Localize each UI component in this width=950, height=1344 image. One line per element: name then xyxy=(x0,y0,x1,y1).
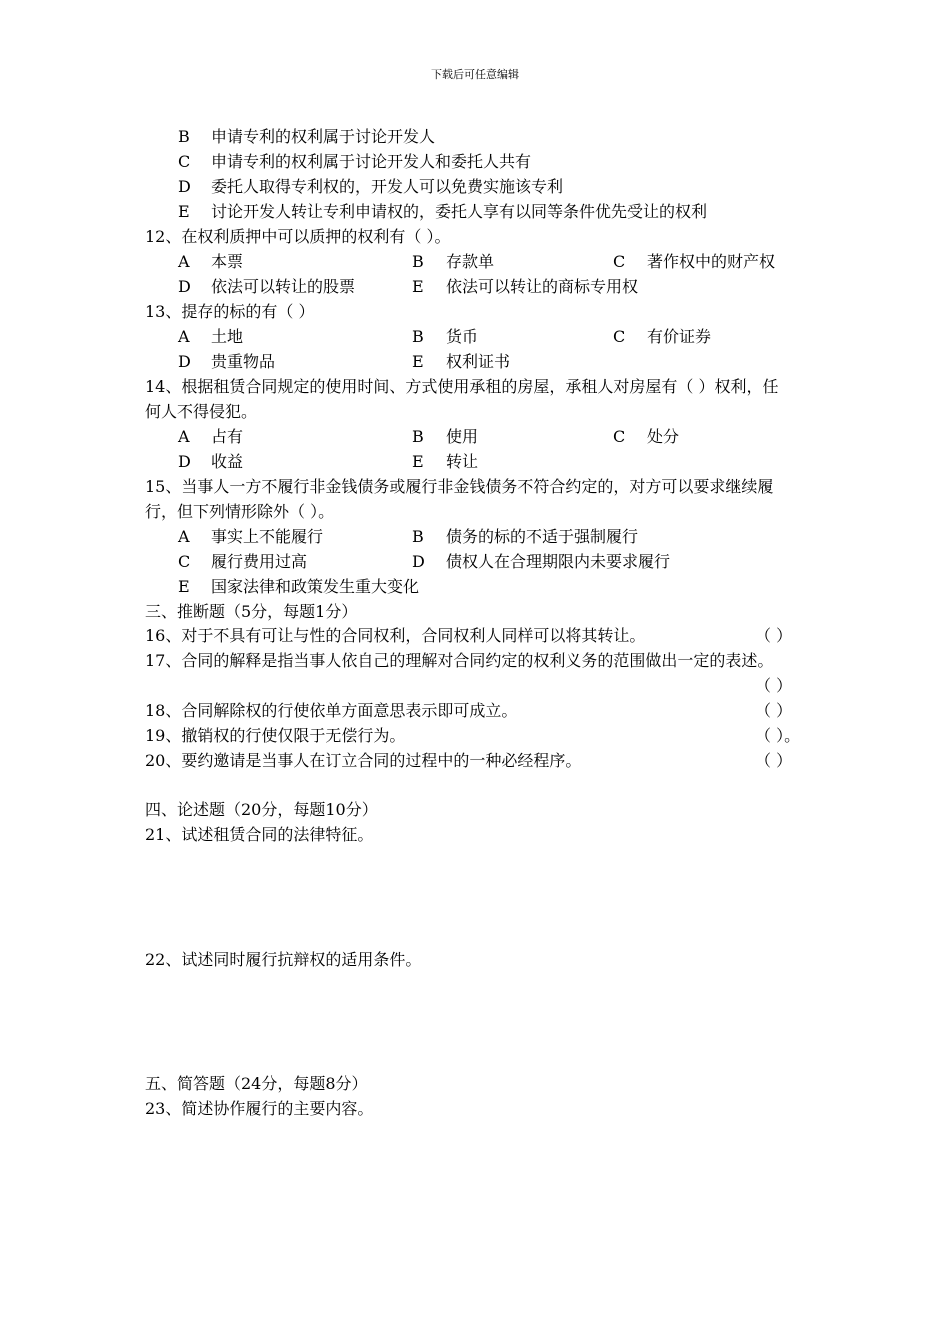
option-letter: D xyxy=(412,552,425,571)
option-letter: C xyxy=(178,552,191,571)
answer-blank: （ ）。 xyxy=(755,726,801,745)
option-text: 使用 xyxy=(446,427,479,446)
option-text: 收益 xyxy=(211,452,244,471)
question-text: 何人不得侵犯。 xyxy=(145,402,258,421)
option-letter: B xyxy=(412,527,424,546)
option-letter: C xyxy=(178,152,191,171)
question-text: 18、合同解除权的行使依单方面意思表示即可成立。 xyxy=(145,701,518,720)
option-text: 贵重物品 xyxy=(211,352,276,371)
section-3-title xyxy=(0,599,950,624)
option-letter: D xyxy=(178,352,191,371)
option-text: 履行费用过高 xyxy=(211,552,308,571)
option-letter: B xyxy=(412,327,424,346)
question-text: 行，但下列情形除外（ ）。 xyxy=(145,502,335,521)
q15-options-row3 xyxy=(0,574,950,599)
option-text: 依法可以转让的商标专用权 xyxy=(446,277,639,296)
question-text: 15、当事人一方不履行非金钱债务或履行非金钱债务不符合约定的，对方可以要求继续履 xyxy=(145,477,774,496)
option-letter: E xyxy=(412,277,424,296)
q15-stem-line1 xyxy=(0,474,950,499)
q11-option-b xyxy=(0,124,950,149)
question-text: 19、撤销权的行使仅限于无偿行为。 xyxy=(145,726,406,745)
question-text: 14、根据租赁合同规定的使用时间、方式使用承租的房屋，承租人对房屋有（ ）权利，任 xyxy=(145,377,779,396)
option-letter: E xyxy=(178,577,190,596)
option-text: 申请专利的权利属于讨论开发人 xyxy=(211,127,436,146)
question-text: 23、简述协作履行的主要内容。 xyxy=(145,1099,374,1118)
q17-answer-line xyxy=(0,673,950,698)
page-header: 下载后可任意编辑 xyxy=(431,68,519,81)
answer-blank: （ ） xyxy=(755,701,793,720)
option-letter: A xyxy=(178,527,190,546)
question-text: 13、提存的标的有（ ） xyxy=(145,302,315,321)
option-text: 委托人取得专利权的，开发人可以免费实施该专利 xyxy=(211,177,564,196)
option-letter: B xyxy=(178,127,190,146)
option-letter: D xyxy=(178,177,191,196)
q22 xyxy=(0,947,950,972)
section-5-title xyxy=(0,1071,950,1096)
option-letter: C xyxy=(613,252,626,271)
option-letter: E xyxy=(412,352,424,371)
question-text: 12、在权利质押中可以质押的权利有（ ）。 xyxy=(145,227,451,246)
option-text: 有价证券 xyxy=(647,327,712,346)
section-heading: 三、推断题（5分，每题1分） xyxy=(145,602,358,621)
answer-blank: （ ） xyxy=(755,626,793,645)
q14-stem-line2 xyxy=(0,399,950,424)
option-text: 土地 xyxy=(211,327,244,346)
q15-options-row1 xyxy=(0,524,950,549)
option-text: 事实上不能履行 xyxy=(211,527,324,546)
question-text: 17、合同的解释是指当事人依自己的理解对合同约定的权利义务的范围做出一定的表述。 xyxy=(145,651,774,670)
option-text: 处分 xyxy=(647,427,680,446)
q15-stem-line2 xyxy=(0,499,950,524)
option-text: 占有 xyxy=(211,427,244,446)
q11-option-c xyxy=(0,149,950,174)
q13-stem xyxy=(0,299,950,324)
option-letter: D xyxy=(178,277,191,296)
option-text: 债务的标的不适于强制履行 xyxy=(446,527,639,546)
option-letter: A xyxy=(178,427,190,446)
option-letter: B xyxy=(412,252,424,271)
q14-options-row1 xyxy=(0,424,950,449)
q17 xyxy=(0,648,950,673)
q11-option-e xyxy=(0,199,950,224)
option-letter: A xyxy=(178,252,190,271)
option-text: 债权人在合理期限内未要求履行 xyxy=(446,552,671,571)
q13-options-row1 xyxy=(0,324,950,349)
q20 xyxy=(0,748,950,773)
option-letter: C xyxy=(613,327,626,346)
q19 xyxy=(0,723,950,748)
option-text: 存款单 xyxy=(446,252,495,271)
option-letter: E xyxy=(412,452,424,471)
q11-option-d xyxy=(0,174,950,199)
option-text: 讨论开发人转让专利申请权的，委托人享有以同等条件优先受让的权利 xyxy=(211,202,708,221)
answer-blank: （ ） xyxy=(755,751,793,770)
option-text: 本票 xyxy=(211,252,244,271)
q23 xyxy=(0,1096,950,1121)
q14-options-row2 xyxy=(0,449,950,474)
question-text: 21、试述租赁合同的法律特征。 xyxy=(145,825,374,844)
q15-options-row2 xyxy=(0,549,950,574)
q13-options-row2 xyxy=(0,349,950,374)
q21 xyxy=(0,822,950,847)
section-heading: 五、简答题（24分，每题8分） xyxy=(145,1074,368,1093)
q12-stem xyxy=(0,224,950,249)
option-text: 国家法律和政策发生重大变化 xyxy=(211,577,420,596)
option-letter: D xyxy=(178,452,191,471)
option-text: 货币 xyxy=(446,327,479,346)
answer-blank: （ ） xyxy=(755,676,793,695)
option-text: 权利证书 xyxy=(446,352,511,371)
q14-stem-line1 xyxy=(0,374,950,399)
section-4-title xyxy=(0,797,950,822)
section-heading: 四、论述题（20分，每题10分） xyxy=(145,800,378,819)
option-letter: B xyxy=(412,427,424,446)
option-letter: A xyxy=(178,327,190,346)
q12-options-row2 xyxy=(0,274,950,299)
option-text: 依法可以转让的股票 xyxy=(211,277,356,296)
q18 xyxy=(0,698,950,723)
question-text: 20、要约邀请是当事人在订立合同的过程中的一种必经程序。 xyxy=(145,751,582,770)
option-text: 转让 xyxy=(446,452,479,471)
option-letter: E xyxy=(178,202,190,221)
option-letter: C xyxy=(613,427,626,446)
q16 xyxy=(0,623,950,648)
option-text: 著作权中的财产权 xyxy=(647,252,776,271)
option-text: 申请专利的权利属于讨论开发人和委托人共有 xyxy=(211,152,532,171)
q12-options-row1 xyxy=(0,249,950,274)
question-text: 22、试述同时履行抗辩权的适用条件。 xyxy=(145,950,422,969)
question-text: 16、对于不具有可让与性的合同权利，合同权利人同样可以将其转让。 xyxy=(145,626,646,645)
